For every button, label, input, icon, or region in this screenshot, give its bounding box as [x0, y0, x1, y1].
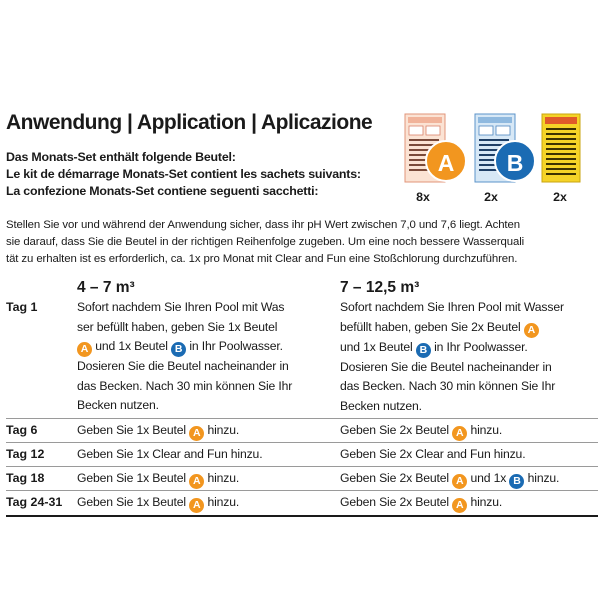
column-header-large-pool: 7 – 12,5 m³	[340, 279, 420, 296]
clear-and-fun-count: 2x	[553, 190, 567, 204]
table-bottom-rule	[6, 515, 598, 517]
dosage-cell-small	[77, 445, 262, 465]
table-divider	[6, 490, 598, 491]
page-title: Anwendung | Application | Aplicazione	[6, 111, 373, 134]
dosage-cell-large	[340, 469, 559, 489]
cell-line	[77, 493, 239, 513]
bag-a-icon: A	[189, 498, 204, 513]
set-contents-it: La confezione Monats-Set contiene seguenti sacchetti:	[6, 184, 319, 198]
day-label: Tag 18	[6, 471, 45, 485]
bag-a-icon: A	[77, 342, 92, 357]
cell-line	[77, 469, 239, 489]
cell-text: hinzu.	[207, 471, 240, 485]
day-label: Tag 6	[6, 423, 38, 437]
cell-text: und 1x Beutel	[340, 339, 413, 354]
dosage-cell-large	[340, 493, 502, 513]
day-label: Tag 12	[6, 447, 45, 461]
instructions-paragraph	[6, 217, 596, 268]
bag-a-icon: A	[452, 498, 467, 513]
table-divider	[6, 466, 598, 467]
cell-line: Geben Sie 2x Clear and Fun hinzu.	[340, 447, 526, 461]
bag-a-icon: A	[452, 426, 467, 441]
bag-b-badge: B	[494, 140, 536, 182]
bag-a-icon: A	[189, 426, 204, 441]
cell-line: ser befüllt haben, geben Sie 1x Beutel	[77, 319, 278, 334]
cell-text: hinzu.	[527, 471, 560, 485]
cell-line: das Becken. Nach 30 min können Sie Ihr	[340, 379, 556, 393]
cell-text: hinzu.	[470, 495, 503, 509]
column-header-small-pool: 4 – 7 m³	[77, 279, 135, 296]
set-contents-de: Das Monats-Set enthält folgende Beutel:	[6, 150, 236, 164]
cell-line	[340, 318, 564, 338]
cell-text: Geben Sie 1x Beutel	[77, 471, 186, 485]
cell-line: Dosieren Sie die Beutel nacheinander in	[340, 359, 552, 374]
instructions-line: Stellen Sie vor und während der Anwendung sicher, dass ihr pH Wert zwischen 7,0 und 7,6 liegt. Achten	[6, 219, 520, 231]
cell-text: hinzu.	[207, 495, 240, 509]
cell-line	[340, 338, 564, 358]
cell-text: Geben Sie 2x Beutel	[340, 471, 449, 485]
clear-and-fun-illustration	[541, 113, 581, 183]
dosage-cell-large	[340, 298, 564, 416]
bag-b-icon: B	[416, 343, 431, 358]
cell-line: Becken nutzen.	[77, 398, 159, 412]
dosage-cell-small	[77, 298, 292, 416]
set-contents-intro	[6, 149, 366, 200]
cell-line	[340, 421, 502, 441]
cell-line: Becken nutzen.	[340, 398, 422, 413]
bag-a-icon: A	[189, 474, 204, 489]
bag-b-count: 2x	[484, 190, 498, 204]
cell-text: hinzu.	[470, 423, 503, 437]
cell-line: Dosieren Sie die Beutel nacheinander in	[77, 359, 289, 373]
cell-text: und 1x Beutel	[95, 339, 168, 353]
table-divider	[6, 418, 598, 419]
bag-b-icon: B	[509, 474, 524, 489]
cell-line	[340, 469, 559, 489]
set-contents-fr: Le kit de démarrage Monats-Set contient les sachets suivants:	[6, 167, 361, 181]
dosage-cell-small	[77, 493, 239, 513]
cell-text: und 1x	[470, 471, 507, 485]
dosage-cell-large	[340, 421, 502, 441]
cell-line: Geben Sie 1x Clear and Fun hinzu.	[77, 447, 263, 461]
day-label: Tag 1	[6, 300, 38, 314]
cell-line: Sofort nachdem Sie Ihren Pool mit Was	[77, 300, 285, 314]
bag-a-count: 8x	[416, 190, 430, 204]
cell-line	[77, 337, 292, 357]
dosage-cell-small	[77, 421, 239, 441]
cell-line: Sofort nachdem Sie Ihren Pool mit Wasser	[340, 300, 564, 314]
cell-text: Geben Sie 2x Beutel	[340, 423, 449, 437]
cell-text: Geben Sie 2x Beutel	[340, 495, 449, 509]
dosage-cell-large	[340, 445, 525, 465]
cell-text: Geben Sie 1x Beutel	[77, 423, 186, 437]
bag-a-icon: A	[452, 474, 467, 489]
bag-a-icon: A	[524, 323, 539, 338]
cell-line: das Becken. Nach 30 min können Sie Ihr	[77, 378, 293, 393]
cell-text: Geben Sie 1x Beutel	[77, 495, 186, 509]
instructions-line: tät zu erhalten ist es erforderlich, ca. 1x pro Monat mit Clear and Fun eine Stoßchlorung durchzuführen.	[6, 253, 518, 265]
cell-text: hinzu.	[207, 423, 240, 437]
instructions-line: sie darauf, dass Sie die Beutel in der richtigen Reihenfolge zugeben. Um eine noch bessere Wasserquali	[6, 236, 525, 248]
bag-a-badge: A	[425, 140, 467, 182]
table-divider	[6, 442, 598, 443]
cell-line	[77, 421, 239, 441]
cell-text: befüllt haben, geben Sie 2x Beutel	[340, 319, 521, 334]
dosage-cell-small	[77, 469, 239, 489]
day-label: Tag 24-31	[6, 495, 63, 509]
bag-b-icon: B	[171, 342, 186, 357]
cell-line	[340, 493, 502, 513]
cell-text: in Ihr Poolwasser.	[434, 339, 528, 354]
cell-text: in Ihr Poolwasser.	[189, 339, 283, 353]
